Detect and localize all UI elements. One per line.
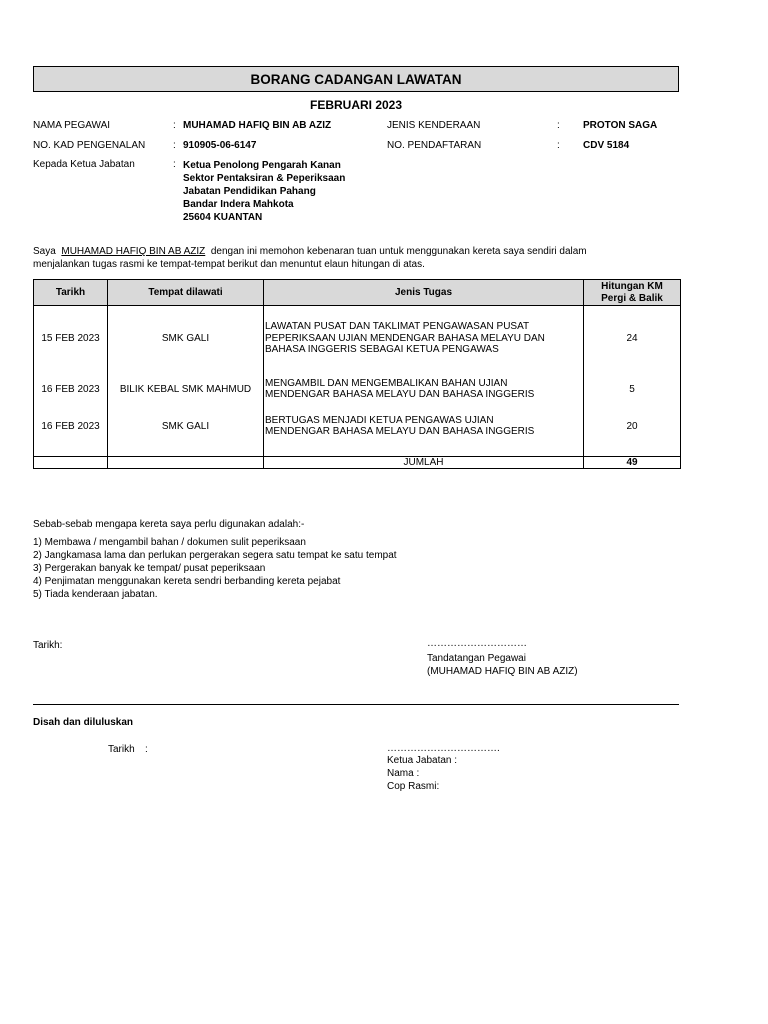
task-line: PEPERIKSAAN UJIAN MENDENGAR BAHASA MELAYU DAN bbox=[265, 332, 545, 344]
address-line: Sektor Pentaksiran & Peperiksaan bbox=[183, 173, 346, 184]
statement-prefix: Saya bbox=[33, 246, 56, 257]
address-line: Bandar Indera Mahkota bbox=[183, 199, 294, 210]
row-km: 5 bbox=[584, 371, 681, 407]
row-km: 24 bbox=[584, 318, 681, 359]
statement-line1-rest: dengan ini memohon kebenaran tuan untuk menggunakan kereta saya sendiri dalam bbox=[210, 246, 587, 257]
row-place: SMK GALI bbox=[108, 318, 264, 359]
name-colon: : bbox=[173, 120, 176, 131]
divider-line bbox=[33, 704, 679, 705]
reasons-section bbox=[33, 519, 683, 601]
total-value: 49 bbox=[584, 457, 681, 469]
statement-name: MUHAMAD HAFIQ BIN AB AZIZ bbox=[61, 246, 206, 257]
table-header-row bbox=[34, 280, 681, 306]
address-block bbox=[183, 159, 345, 224]
statement-line-2: menjalankan tugas rasmi ke tempat-tempat berikut dan menuntut elaun hitungan di atas. bbox=[33, 259, 425, 270]
signature-role: Tandatangan Pegawai bbox=[427, 653, 526, 664]
form-month: FEBRUARI 2023 bbox=[309, 98, 403, 112]
address-line: 25604 KUANTAN bbox=[183, 212, 263, 223]
total-label: JUMLAH bbox=[264, 457, 584, 469]
reason-item: 3) Pergerakan banyak ke tempat/ pusat peperiksaan bbox=[33, 563, 266, 574]
reg-label: NO. PENDAFTARAN bbox=[387, 140, 482, 151]
header-km-line2: Pergi & Balik bbox=[601, 292, 663, 304]
name-label: NAMA PEGAWAI bbox=[33, 120, 111, 131]
reasons-heading: Sebab-sebab mengapa kereta saya perlu digunakan adalah:- bbox=[33, 519, 305, 530]
task-line: MENDENGAR BAHASA MELAYU DAN BAHASA INGGERIS bbox=[265, 389, 535, 400]
row-date: 16 FEB 2023 bbox=[34, 371, 108, 407]
task-line: BAHASA INGGERIS SEBAGAI KETUA PENGAWAS bbox=[265, 344, 499, 356]
row-task bbox=[264, 407, 584, 445]
reg-colon: : bbox=[557, 140, 560, 151]
task-line: LAWATAN PUSAT DAN TAKLIMAT PENGAWASAN PUSAT bbox=[265, 321, 530, 333]
signature-dots: ………………………… bbox=[427, 638, 527, 649]
table-row bbox=[34, 318, 681, 359]
table-total-row bbox=[34, 457, 681, 469]
header-place: Tempat dilawati bbox=[108, 280, 264, 306]
row-task bbox=[264, 371, 584, 407]
task-line: MENDENGAR BAHASA MELAYU DAN BAHASA INGGERIS bbox=[265, 426, 535, 437]
ic-label: NO. KAD PENGENALAN bbox=[33, 140, 146, 151]
row-task bbox=[264, 318, 584, 359]
approval-date-colon: : bbox=[145, 744, 148, 755]
approval-heading: Disah dan diluluskan bbox=[33, 717, 134, 728]
signature-name: (MUHAMAD HAFIQ BIN AB AZIZ) bbox=[427, 666, 578, 677]
task-line: BERTUGAS MENJADI KETUA PENGAWAS UJIAN bbox=[265, 414, 494, 426]
table-row bbox=[34, 407, 681, 445]
reason-item: 1) Membawa / mengambil bahan / dokumen sulit peperiksaan bbox=[33, 537, 306, 548]
visit-table bbox=[33, 279, 681, 469]
row-date: 15 FEB 2023 bbox=[34, 318, 108, 359]
reason-item: 5) Tiada kenderaan jabatan. bbox=[33, 589, 158, 600]
reason-item: 4) Penjimatan menggunakan kereta sendri berbanding kereta pejabat bbox=[33, 576, 341, 587]
statement-line-1 bbox=[33, 245, 683, 258]
header-task: Jenis Tugas bbox=[264, 280, 584, 306]
row-place: SMK GALI bbox=[108, 407, 264, 445]
statement-paragraph bbox=[33, 245, 683, 271]
signature-date-label: Tarikh: bbox=[33, 640, 63, 651]
vehicle-value: PROTON SAGA bbox=[583, 120, 658, 131]
vehicle-colon: : bbox=[557, 120, 560, 131]
header-km-line1: Hitungan KM bbox=[601, 280, 663, 292]
table-spacer bbox=[34, 306, 681, 319]
name-value: MUHAMAD HAFIQ BIN AB AZIZ bbox=[183, 120, 332, 131]
form-title: BORANG CADANGAN LAWATAN bbox=[250, 71, 462, 87]
table-spacer bbox=[34, 359, 681, 371]
approval-head-label: Ketua Jabatan : bbox=[387, 755, 458, 766]
header-km bbox=[584, 280, 681, 306]
reg-value: CDV 5184 bbox=[583, 140, 630, 151]
form-title-box bbox=[33, 66, 679, 92]
vehicle-label: JENIS KENDERAAN bbox=[387, 120, 481, 131]
reason-item: 2) Jangkamasa lama dan perlukan pergerakan segera satu tempat ke satu tempat bbox=[33, 550, 397, 561]
header-date: Tarikh bbox=[34, 280, 108, 306]
table-row bbox=[34, 371, 681, 407]
row-km: 20 bbox=[584, 407, 681, 445]
approval-name-label: Nama : bbox=[387, 768, 420, 779]
row-place: BILIK KEBAL SMK MAHMUD bbox=[108, 371, 264, 407]
ic-value: 910905-06-6147 bbox=[183, 140, 257, 151]
to-label: Kepada Ketua Jabatan bbox=[33, 159, 135, 170]
row-date: 16 FEB 2023 bbox=[34, 407, 108, 445]
address-line: Jabatan Pendidikan Pahang bbox=[183, 186, 316, 197]
approval-stamp-label: Cop Rasmi: bbox=[387, 781, 440, 792]
ic-colon: : bbox=[173, 140, 176, 151]
address-line: Ketua Penolong Pengarah Kanan bbox=[183, 160, 341, 171]
to-colon: : bbox=[173, 159, 176, 170]
table-spacer bbox=[34, 445, 681, 457]
task-line: MENGAMBIL DAN MENGEMBALIKAN BAHAN UJIAN bbox=[265, 377, 508, 389]
approval-dots: ……………………………. bbox=[387, 743, 500, 754]
approval-date-label: Tarikh bbox=[108, 744, 135, 755]
